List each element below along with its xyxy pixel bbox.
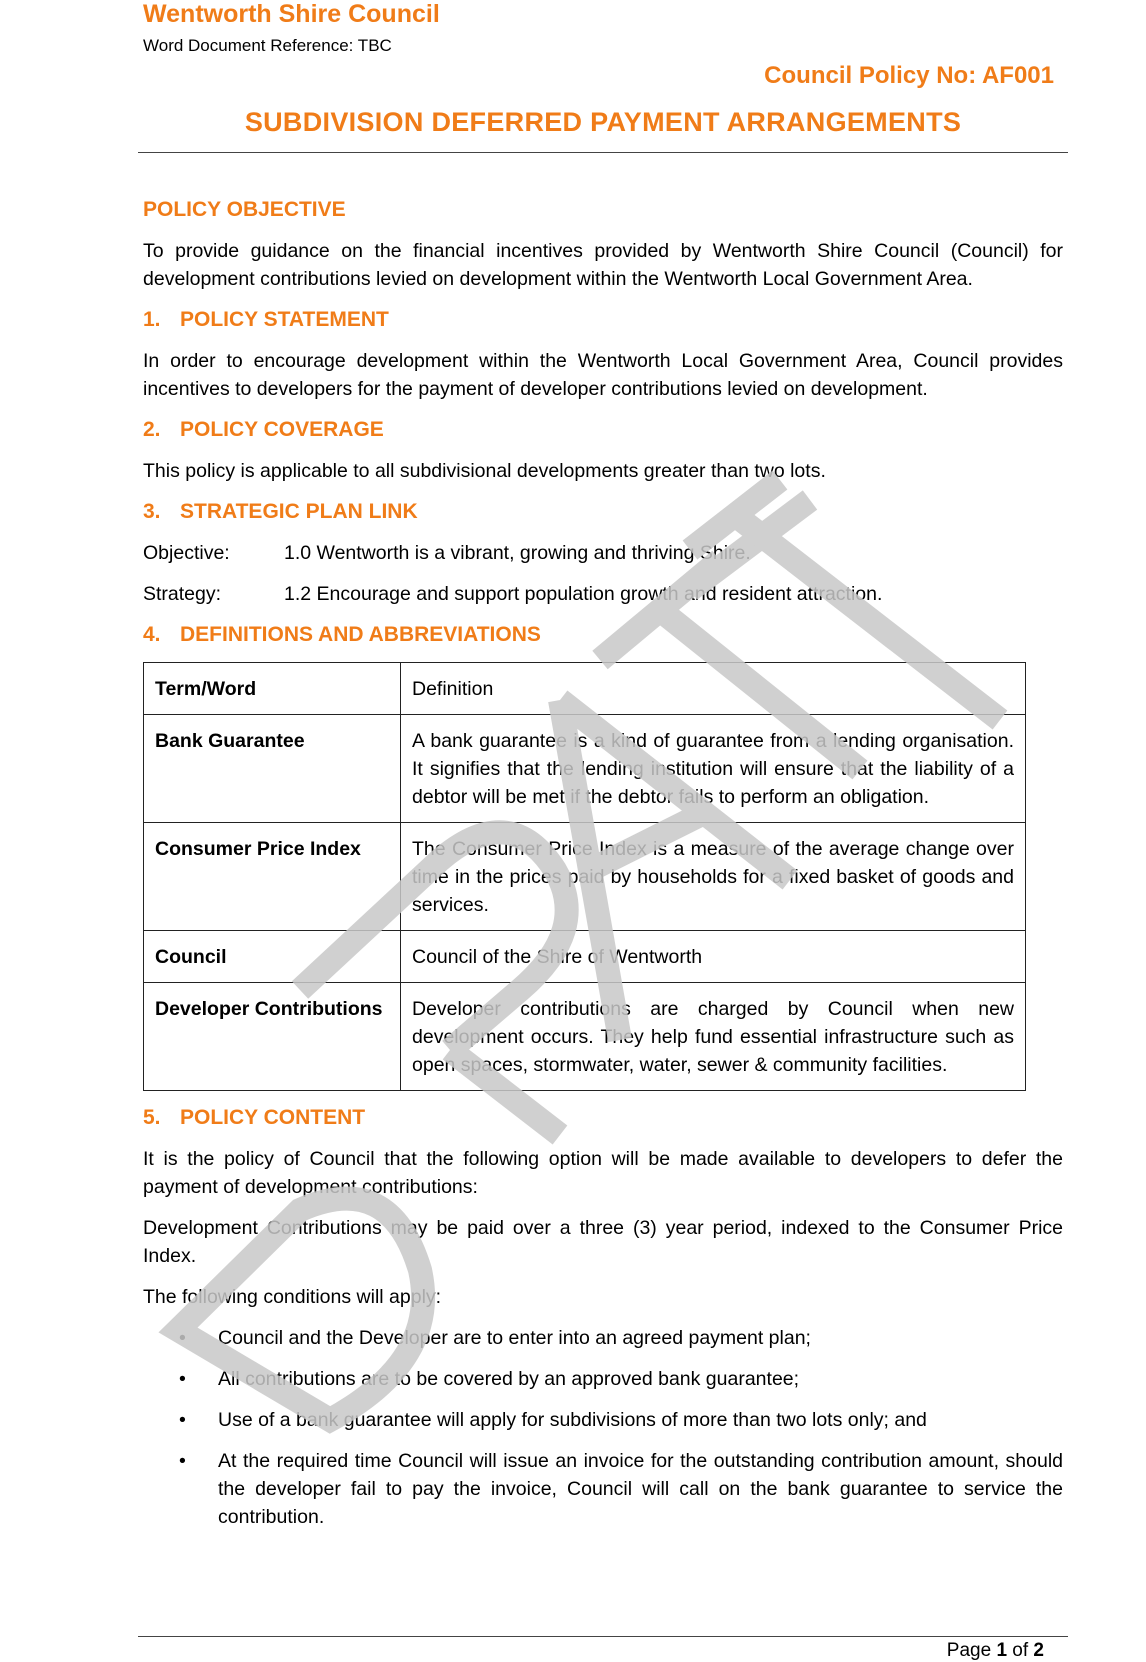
section-title: STRATEGIC PLAN LINK: [180, 500, 418, 523]
statement-heading: [143, 306, 1063, 334]
term-cell: Developer Contributions: [144, 983, 401, 1091]
table-row: [144, 983, 1026, 1091]
council-name: Wentworth Shire Council: [143, 0, 440, 28]
list-item-text: All contributions are to be covered by an approved bank guarantee;: [218, 1368, 800, 1390]
section-title: POLICY CONTENT: [180, 1106, 366, 1129]
list-item-text: Use of a bank guarantee will apply for subdivisions of more than two lots only; and: [218, 1409, 927, 1431]
objective-text: To provide guidance on the financial incentives provided by Wentworth Shire Council (Council) for development contributions levied on development within the Wentworth Local Government Area.: [143, 240, 1063, 290]
header-divider: [138, 152, 1068, 153]
section-title: POLICY STATEMENT: [180, 308, 389, 331]
section-number: 1.: [143, 308, 161, 331]
table-header-term: Term/Word: [144, 663, 401, 715]
list-item: [143, 1324, 1063, 1352]
list-item: [143, 1406, 1063, 1434]
content-paragraph-1: It is the policy of Council that the following option will be made available to developers to defer the payment of development contributions:: [143, 1148, 1063, 1198]
bullet-icon: •: [179, 1409, 186, 1431]
objective-value: 1.0 Wentworth is a vibrant, growing and thriving Shire.: [284, 542, 751, 564]
document-title: SUBDIVISION DEFERRED PAYMENT ARRANGEMENTS: [244, 107, 962, 137]
strategic-heading: [143, 498, 1063, 526]
page-current: 1: [996, 1640, 1008, 1661]
bullet-icon: •: [179, 1327, 186, 1349]
table-header-row: [144, 663, 1026, 715]
bullet-icon: •: [179, 1450, 186, 1472]
document-reference: Word Document Reference: TBC: [143, 36, 392, 55]
coverage-heading: [143, 416, 1063, 444]
term-cell: Consumer Price Index: [144, 823, 401, 931]
definitions-heading: [143, 621, 1063, 649]
definition-cell: Council of the Shire of Wentworth: [401, 931, 1026, 983]
definition-cell: Developer contributions are charged by Council when new development occurs. They help fund essential infrastructure such as open spaces, stormwater, water, sewer & community facilities.: [401, 983, 1026, 1091]
table-row: [144, 931, 1026, 983]
term-cell: Council: [144, 931, 401, 983]
list-item: [143, 1447, 1063, 1531]
coverage-text: This policy is applicable to all subdivisional developments greater than two lots.: [143, 460, 826, 482]
content-paragraph-3: The following conditions will apply:: [143, 1286, 442, 1308]
definition-cell: The Consumer Price Index is a measure of the average change over time in the prices paid by households for a fixed basket of goods and services.: [401, 823, 1026, 931]
section-title: POLICY COVERAGE: [180, 418, 384, 441]
policy-number: Council Policy No: AF001: [764, 62, 1054, 89]
objective-label: Objective:: [143, 542, 230, 564]
content-heading: [143, 1104, 1063, 1132]
section-number: 5.: [143, 1106, 161, 1129]
section-number: 4.: [143, 623, 161, 646]
strategic-objective-row: [143, 539, 1063, 567]
section-title: DEFINITIONS AND ABBREVIATIONS: [180, 623, 541, 646]
statement-text: In order to encourage development within the Wentworth Local Government Area, Council provides incentives to developers for the payment of developer contributions levied on development.: [143, 350, 1063, 400]
table-row: [144, 823, 1026, 931]
term-cell: Bank Guarantee: [144, 715, 401, 823]
section-number: 3.: [143, 500, 161, 523]
content-paragraph-2: Development Contributions may be paid over a three (3) year period, indexed to the Consumer Price Index.: [143, 1217, 1063, 1267]
of-word: of: [1007, 1640, 1034, 1661]
section-number: 2.: [143, 418, 161, 441]
footer-divider: [138, 1636, 1068, 1637]
document-body: [143, 196, 1063, 1544]
objective-heading: POLICY OBJECTIVE: [143, 198, 346, 221]
strategy-value: 1.2 Encourage and support population growth and resident attraction.: [284, 583, 883, 605]
strategy-label: Strategy:: [143, 583, 222, 605]
conditions-list: [143, 1324, 1063, 1531]
definitions-table: [143, 662, 1026, 1091]
bullet-icon: •: [179, 1368, 186, 1390]
page-word: Page: [946, 1640, 997, 1661]
strategic-strategy-row: [143, 580, 1063, 608]
list-item-text: Council and the Developer are to enter into an agreed payment plan;: [218, 1327, 811, 1349]
table-header-definition: Definition: [401, 663, 1026, 715]
definition-cell: A bank guarantee is a kind of guarantee from a lending organisation. It signifies that the lending institution will ensure that the liability of a debtor will be met if the debtor fails to perform an obligation.: [401, 715, 1026, 823]
list-item: [143, 1365, 1063, 1393]
table-row: [144, 715, 1026, 823]
page-total: 2: [1033, 1640, 1044, 1661]
list-item-text: At the required time Council will issue an invoice for the outstanding contribution amount, should the developer fail to pay the invoice, Council will call on the bank guarantee to service the contribution.: [218, 1450, 1063, 1528]
